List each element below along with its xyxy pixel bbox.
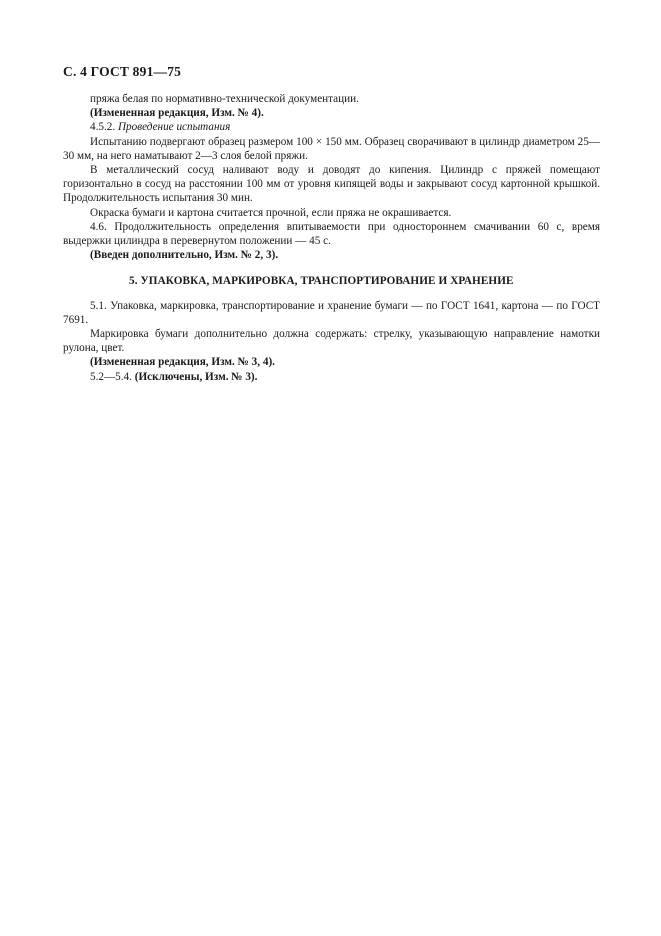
paragraph-result: Окраска бумаги и картона считается прочной, если пряжа не окрашивается. — [90, 206, 452, 219]
clause-number: 5.2—5.4. — [90, 370, 132, 383]
amendment-note: (Измененная редакция, Изм. № 4). — [90, 107, 264, 120]
paragraph-marking: Маркировка бумаги дополнительно должна содержать: стрелку, указывающую направление намотки рулона, цвет. — [63, 328, 600, 355]
paragraph-yarn-note: пряжа белая по нормативно-технической документации. — [90, 93, 359, 105]
clause-5-1: 5.1. Упаковка, маркировка, транспортирование и хранение бумаги — по ГОСТ 1641, картона — по ГОСТ 7691. — [63, 299, 600, 326]
page-content — [63, 92, 600, 384]
clause-5-2-5-4 — [63, 370, 600, 384]
paragraph-sample: Испытанию подвергают образец размером 100 × 150 мм. Образец сворачивают в цилиндр диаметром 25—30 мм, на него наматывают 2—3 слоя белой пряжи. — [63, 135, 600, 162]
clause-4-5-2 — [63, 120, 600, 134]
section-title: 5. УПАКОВКА, МАРКИРОВКА, ТРАНСПОРТИРОВАНИЕ И ХРАНЕНИЕ — [129, 275, 514, 288]
page-header: С. 4 ГОСТ 891—75 — [63, 64, 182, 79]
clause-number: 4.5.2. — [90, 121, 116, 134]
amendment-note: (Введен дополнительно, Изм. № 2, 3). — [90, 249, 279, 262]
amendment-note: (Измененная редакция, Изм. № 3, 4). — [90, 356, 275, 369]
excluded-note: (Исключены, Изм. № 3). — [134, 370, 258, 383]
paragraph-vessel: В металлический сосуд наливают воду и доводят до кипения. Цилиндр с пряжей помещают горизонтально в сосуд на расстоянии 100 мм от уровня кипящей воды и закрывают сосуд картонной крышкой. Продолжительность испытания 30 мин. — [63, 164, 600, 205]
clause-4-6: 4.6. Продолжительность определения впитываемости при одностороннем смачивании 60 с, время выдержки цилиндра в перевернутом положении — 45 с. — [63, 220, 600, 248]
clause-title: Проведение испытания — [117, 121, 231, 134]
